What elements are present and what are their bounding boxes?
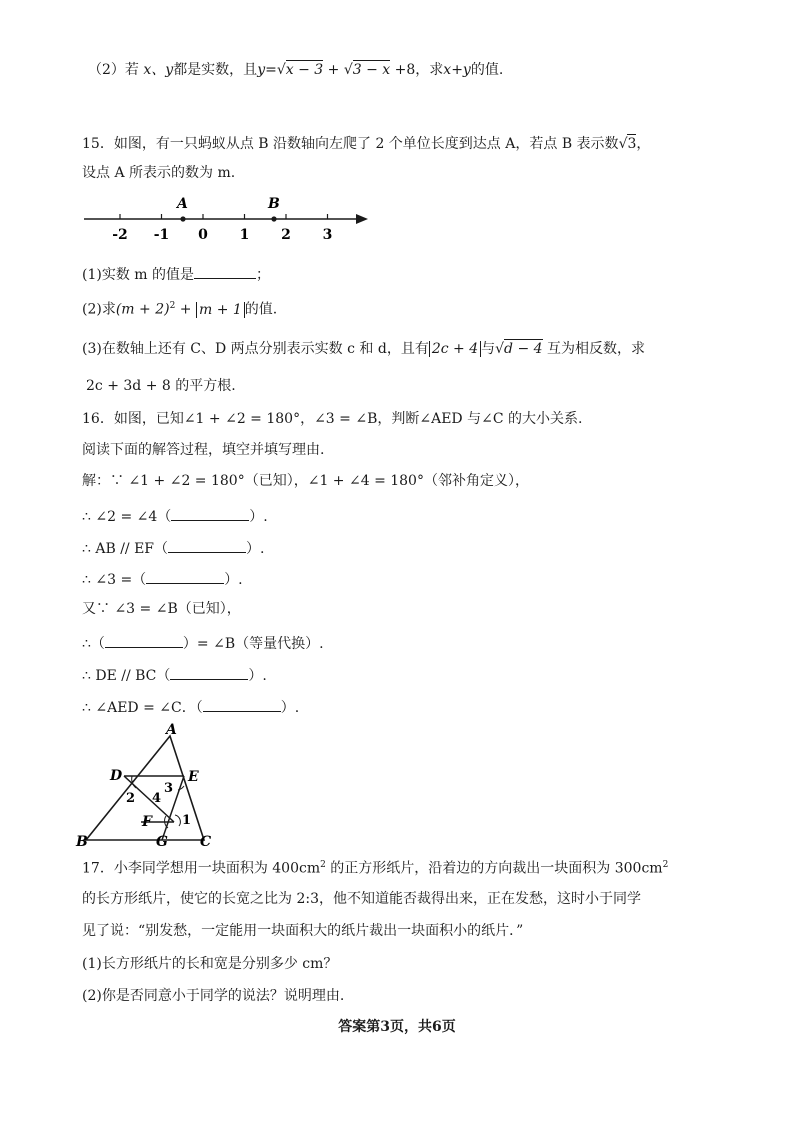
- q16-step1: [82, 471, 529, 491]
- vertex-f-label: F: [142, 814, 152, 830]
- q14-label: （2）若: [88, 62, 139, 78]
- q15-line1: 15．如图，有一只蚂蚁从点 B 沿数轴向左爬了 2 个单位长度到达点 A，若点 B 表示数√3，: [82, 136, 651, 152]
- triangle-figure: [72, 722, 232, 852]
- q16-step8: [82, 695, 299, 718]
- q16-blank-5[interactable]: [170, 663, 248, 680]
- q16-s2a: ∴ ∠2 = ∠4（: [82, 509, 172, 525]
- q15-sqrt3: 3: [627, 136, 637, 152]
- q16-step4: [82, 567, 243, 590]
- q15-p1-end: ；: [256, 267, 271, 283]
- q14-radical-2: 3 − x: [352, 62, 391, 78]
- q17-line1: [82, 855, 668, 879]
- q17-p1: (1)长方形纸片的长和宽是分别多少 cm？: [82, 956, 338, 972]
- q16-s8b: ）.: [280, 700, 300, 716]
- q15-comma: ，: [636, 136, 651, 152]
- q15-p2-square: 2: [169, 301, 176, 311]
- q15-p1-blank[interactable]: [194, 262, 256, 279]
- vertex-d-label: D: [110, 768, 123, 784]
- number-line-tick-label: 3: [322, 227, 333, 243]
- point-a-label: A: [177, 196, 188, 212]
- q16-line2: [82, 440, 324, 460]
- q16-step7: [82, 663, 267, 686]
- q16-blank-4[interactable]: [105, 631, 183, 648]
- q15-p2-end: 的值.: [244, 301, 278, 318]
- q14-y: y: [257, 62, 266, 78]
- q17-sup2: 2: [662, 860, 669, 870]
- q16-step6: [82, 631, 324, 654]
- q14-vars: x、y: [143, 62, 174, 78]
- q14-xy: x+y: [443, 62, 471, 78]
- q17-l2: 的长方形纸片，使它的长宽之比为 2:3，他不知道能否裁得出来，正在发愁，这时小于同学: [82, 891, 641, 907]
- vertex-b-label: B: [76, 834, 88, 850]
- q16-blank-3[interactable]: [146, 567, 224, 584]
- q15-part3: (3)在数轴上还有 C、D 两点分别表示实数 c 和 d，且有 2c + 4 与√d − 4 互为相反数，求: [82, 341, 645, 357]
- q16-blank-1[interactable]: [171, 504, 249, 521]
- q17-l3: 见了说：“别发愁，一定能用一块面积大的纸片裁出一块面积小的纸片．”: [82, 923, 524, 939]
- q14-plus8: +8，求: [394, 62, 444, 78]
- vertex-e-label: E: [188, 769, 199, 785]
- q16-s6a: ∴（: [82, 636, 105, 652]
- q16-s1: 解：∵ ∠1 + ∠2 = 180°（已知），∠1 + ∠4 = 180°（邻补角定义），: [82, 473, 529, 489]
- point-b-dot: [271, 216, 276, 221]
- q16-s3b: ）.: [246, 541, 265, 557]
- q15-part1: [82, 262, 270, 285]
- q17-line2: [82, 889, 641, 909]
- number-line-arrow: [356, 214, 368, 224]
- number-line-tick-label: 1: [239, 227, 250, 243]
- point-b-label: B: [268, 196, 280, 212]
- q15-p2-paren: (m + 2): [115, 301, 170, 318]
- angle-3-label: 3: [164, 781, 174, 796]
- q16-blank-2[interactable]: [168, 536, 246, 553]
- q16-text1: 16．如图，已知∠1 + ∠2 = 180°，∠3 = ∠B，判断∠AED 与∠C 的大小关系.: [82, 411, 583, 427]
- angle-1-arc: [175, 815, 180, 826]
- q17-p2: (2)你是否同意小于同学的说法？说明理由.: [82, 988, 345, 1004]
- q14-part2: （2）若 x、y都是实数，且y=√x − 3 + √3 − x +8，求x+y的值.: [88, 62, 504, 78]
- q16-s7a: ∴ DE // BC（: [82, 668, 171, 684]
- q15-p3-end: 互为相反数，求: [547, 341, 645, 357]
- q17-sup1: 2: [320, 860, 326, 870]
- q16-s4a: ∴ ∠3 =（: [82, 572, 147, 588]
- q15-p1-text: (1)实数 m 的值是: [82, 267, 195, 283]
- q16-s4b: ）.: [224, 572, 243, 588]
- number-line-tick-label: 2: [281, 227, 291, 243]
- number-line-tick-label: -1: [153, 227, 170, 243]
- q14-eq: =: [265, 62, 277, 78]
- q16-s6b: ）= ∠B（等量代换）.: [182, 636, 324, 652]
- q16-s3a: ∴ AB // EF（: [82, 541, 169, 557]
- number-line: [80, 192, 380, 248]
- page-footer: 答案第3页，共6页: [338, 1019, 456, 1035]
- q16-s2b: ）.: [249, 509, 268, 525]
- q14-text1: 都是实数，且: [173, 62, 258, 78]
- q14-radical-1: x − 3: [285, 62, 324, 78]
- q15-text2: 设点 A 所表示的数为 m.: [82, 165, 236, 181]
- angle-2-label: 2: [126, 791, 136, 806]
- angle-4-label: 4: [152, 791, 162, 806]
- q16-line1: [82, 409, 582, 429]
- q16-step2: [82, 504, 268, 527]
- q17-line3: [82, 921, 523, 941]
- q14-plus: +: [327, 62, 340, 78]
- q15-p3-radical: d − 4: [504, 341, 543, 357]
- q15-p3-abs: 2c + 4: [429, 341, 481, 357]
- q16-text2: 阅读下面的解答过程，填空并填写理由.: [82, 442, 325, 458]
- vertex-c-label: C: [200, 834, 212, 850]
- q15-part2: [82, 296, 277, 320]
- q14-end: 的值.: [470, 62, 504, 78]
- q15-p3-mid: 与: [481, 341, 496, 357]
- q17-l1b: 的正方形纸片，沿着边的方向裁出一块面积为 300cm: [325, 860, 663, 877]
- q15-p2-plus: +: [179, 301, 192, 318]
- q15-text1: 15．如图，有一只蚂蚁从点 B 沿数轴向左爬了 2 个单位长度到达点 A，若点 B 表示数: [82, 136, 619, 152]
- q17-part2: [82, 986, 344, 1006]
- q15-p3-l2: 2c + 3d + 8 的平方根.: [86, 378, 236, 394]
- vertex-g-label: G: [156, 834, 168, 850]
- q16-s5: 又∵ ∠3 = ∠B（已知），: [82, 601, 241, 617]
- q16-s8a: ∴ ∠AED = ∠C．（: [82, 700, 203, 716]
- q15-p3-pre: (3)在数轴上还有 C、D 两点分别表示实数 c 和 d，且有: [82, 341, 429, 357]
- number-line-tick-label: 0: [198, 227, 208, 243]
- point-a-dot: [180, 216, 185, 221]
- q15-line2: [82, 163, 235, 183]
- q15-p2-pre: (2)求: [82, 301, 116, 318]
- q15-p2-abs: m + 1: [196, 302, 245, 318]
- q16-step3: [82, 536, 264, 559]
- q16-step5: [82, 599, 241, 619]
- q17-l1a: 17．小李同学想用一块面积为 400cm: [82, 860, 321, 877]
- number-line-tick-label: -2: [112, 227, 128, 243]
- vertex-a-label: A: [166, 722, 177, 738]
- q16-blank-6[interactable]: [203, 695, 281, 712]
- angle-1-label: 1: [182, 813, 192, 828]
- q16-s7b: ）.: [248, 668, 267, 684]
- q15-part3-line2: [86, 376, 236, 396]
- q17-part1: [82, 954, 337, 974]
